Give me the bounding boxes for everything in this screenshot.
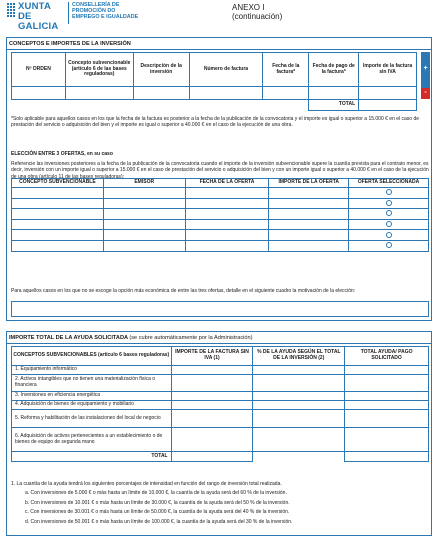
offers-table	[11, 178, 429, 252]
col-payment-date: Fecha de pago de la factura*	[309, 53, 359, 87]
aid-title-note: (se cubre automáticamente por la Administración)	[129, 335, 253, 341]
col-order: Nº ORDEN	[12, 53, 66, 87]
issuer-cell[interactable]	[103, 198, 185, 209]
percent-cell	[253, 428, 345, 452]
aid-header-row	[12, 347, 429, 366]
table-row	[12, 392, 429, 401]
issuer-cell[interactable]	[103, 230, 185, 241]
table-row	[12, 366, 429, 375]
selected-cell	[349, 188, 429, 199]
remove-row-button[interactable]	[421, 88, 430, 99]
offer-radio[interactable]	[386, 200, 392, 206]
selected-cell	[349, 230, 429, 241]
investment-title: CONCEPTOS E IMPORTES DE LA INVERSIÓN	[9, 41, 131, 47]
selected-cell	[349, 209, 429, 220]
total-cell	[345, 410, 429, 428]
concept-label: 1. Equipamiento informático	[12, 366, 172, 375]
table-row	[12, 240, 429, 251]
offer-amount-cell[interactable]	[269, 209, 349, 220]
table-row	[12, 401, 429, 410]
total-cell	[345, 428, 429, 452]
concept-label: 3. Inversiones en eficiencia energética	[12, 392, 172, 401]
issuer-cell[interactable]	[103, 240, 185, 251]
note-main: 1. La cuantía de la ayuda tendrá los siguientes porcentajes de intensidad en función del rango de inversión total realizada.	[11, 481, 282, 487]
offer-amount-cell[interactable]	[269, 188, 349, 199]
page-header	[6, 2, 436, 30]
plus-icon: +	[423, 65, 428, 72]
percent-cell	[253, 366, 345, 375]
offer-date-cell[interactable]	[185, 209, 269, 220]
offer-amount-cell[interactable]	[269, 219, 349, 230]
col-invoice-amount: IMPORTE DE LA FACTURA SIN IVA (1)	[171, 347, 253, 366]
offer-amount-cell[interactable]	[269, 230, 349, 241]
offer-date-cell[interactable]	[185, 240, 269, 251]
payment-date-cell[interactable]	[309, 87, 359, 100]
table-row	[12, 87, 417, 100]
amount-cell	[171, 401, 253, 410]
offer-date-cell[interactable]	[185, 198, 269, 209]
col-offer-date: FECHA DE LA OFERTA	[185, 179, 269, 188]
department-line-1: CONSELLERÍA DE	[72, 2, 120, 8]
xunta-logo	[6, 1, 64, 32]
logo-text	[18, 2, 64, 32]
col-concept: Concepto subvencionable (artículo 6 de las bases reguladoras)	[65, 53, 133, 87]
logo-line-1: XUNTA	[18, 1, 52, 12]
concept-cell[interactable]	[12, 209, 104, 220]
concept-cell[interactable]	[12, 198, 104, 209]
empty-cell	[189, 100, 263, 111]
percent-cell	[253, 410, 345, 428]
col-concept: CONCEPTO SUBVENCIONABLE	[12, 179, 104, 188]
offer-radio[interactable]	[386, 242, 392, 248]
table-row	[12, 428, 429, 452]
issuer-cell[interactable]	[103, 188, 185, 199]
section-divider	[7, 49, 431, 50]
department-line-2: PROMOCIÓN DO	[72, 8, 116, 15]
table-row	[12, 375, 429, 392]
col-amount: Importe de la factura sin IVA	[359, 53, 417, 87]
concept-label: 5. Reforma y habilitación de las instalaciones del local de negocio	[12, 410, 172, 428]
col-issuer: EMISOR	[103, 179, 185, 188]
investment-footnote: *Solo aplicable para aquellos casos en los que la fecha de la factura es posterior a la fecha de la publicación de la convocatoria y el importe es igual o superior a 15.000 € en el caso de prestación del servicio o adquisición del bien y el importe es igual o superior a 40.000 € en el caso de la ejecución de una obra.	[11, 116, 420, 129]
invoice-number-cell[interactable]	[189, 87, 263, 100]
amount-cell	[171, 392, 253, 401]
col-description: Descripción de la inversión	[133, 53, 189, 87]
minus-icon: -	[424, 89, 427, 96]
concept-cell[interactable]	[12, 230, 104, 241]
percent-cell	[253, 401, 345, 410]
issuer-cell[interactable]	[103, 209, 185, 220]
amount-cell	[171, 366, 253, 375]
note-b: b. Con inversiones de 10.001 € o más hasta un límite de 30.000 €, la cuantía de la ayuda será del 50 % de la inversión.	[25, 499, 290, 506]
col-selected-offer: OFERTA SELECCIONADA	[349, 179, 429, 188]
aid-title: IMPORTE TOTAL DE LA AYUDA SOLICITADA	[9, 335, 128, 341]
total-cell	[345, 392, 429, 401]
table-row	[12, 230, 429, 241]
selected-cell	[349, 219, 429, 230]
selected-cell	[349, 240, 429, 251]
col-total-aid: TOTAL AYUDA/ PAGO SOLICITADO	[345, 347, 429, 366]
col-aid-percent: % DE LA AYUDA SEGÚN EL TOTAL DE LA INVERSIÓN (2)	[253, 347, 345, 366]
aid-notes	[11, 480, 429, 527]
percent-cell	[253, 375, 345, 392]
offers-header-row	[12, 179, 429, 188]
invoice-date-cell[interactable]	[263, 87, 309, 100]
empty-cell	[133, 100, 189, 111]
note-d: d. Con inversiones de 50.001 € o más hasta un límite de 100.000 €, la cuantía de la ayuda será del 30 % de la inversión.	[25, 518, 293, 525]
section-divider	[7, 343, 431, 344]
amount-cell	[171, 375, 253, 392]
concept-cell[interactable]	[12, 188, 104, 199]
offers-title: ELECCIÓN ENTRE 3 OFERTAS, en su caso	[11, 151, 113, 157]
note-c: c. Con inversiones de 30.001 € o más hasta un límite de 50.000 €, la cuantía de la ayuda será del 40 % de la inversión.	[25, 509, 290, 516]
issuer-cell[interactable]	[103, 219, 185, 230]
table-row	[12, 188, 429, 199]
description-cell[interactable]	[133, 87, 189, 100]
table-row	[12, 410, 429, 428]
table-row	[12, 198, 429, 209]
total-amount-cell	[171, 452, 253, 462]
col-concepts: CONCEPTOS SUBVENCIONABLES (artículo 6 bases reguladoras)	[12, 347, 172, 366]
selected-cell	[349, 198, 429, 209]
motivation-field[interactable]	[11, 301, 429, 317]
empty-cell	[263, 100, 309, 111]
galicia-emblem-icon	[6, 2, 16, 22]
total-label: TOTAL	[12, 452, 172, 462]
note-a: a. Con inversiones de 5.000 € o más hasta un límite de 10.000 €, la cuantía de la ayuda será del 60 % de la inversión.	[25, 490, 287, 497]
offer-date-cell[interactable]	[185, 219, 269, 230]
logo-line-2: DE GALICIA	[18, 11, 59, 32]
offer-radio[interactable]	[386, 232, 392, 238]
total-label: TOTAL	[309, 100, 359, 111]
aid-section	[6, 331, 432, 536]
amount-cell	[171, 428, 253, 452]
table-row	[12, 209, 429, 220]
col-offer-amount: IMPORTE DE LA OFERTA	[269, 179, 349, 188]
aid-table	[11, 346, 429, 462]
concept-cell[interactable]	[12, 240, 104, 251]
empty-cell	[12, 100, 66, 111]
order-cell[interactable]	[12, 87, 66, 100]
total-aid-cell	[345, 452, 429, 462]
concept-label: 2. Activos intangibles que no tienen una materialización física o financiera	[12, 375, 172, 392]
department-name	[72, 2, 138, 21]
motivation-text: Para aquellos casos en los que no se escoge la opción más económica de entre las tres ofertas, detalle en el siguiente cuadro la motivación de la elección:	[11, 288, 356, 294]
investment-table	[11, 52, 417, 111]
offer-date-cell[interactable]	[185, 230, 269, 241]
total-cell	[345, 375, 429, 392]
total-amount-cell	[359, 100, 417, 111]
col-invoice-date: Fecha de la factura*	[263, 53, 309, 87]
amount-cell[interactable]	[359, 87, 417, 100]
col-invoice-number: Número de factura	[189, 53, 263, 87]
add-row-button[interactable]	[421, 52, 430, 88]
annex-title	[232, 3, 282, 21]
table-row	[12, 219, 429, 230]
concept-cell[interactable]	[12, 219, 104, 230]
offer-amount-cell[interactable]	[269, 240, 349, 251]
amount-cell	[171, 410, 253, 428]
investment-section	[6, 37, 432, 321]
offers-intro: Referencie las inversiones posteriores a la fecha de la publicación de la convocatoria cuando el importe de la inversión subvencionable supere la cuantía prevista para el contrato menor, es decir, inversión con un importe igual o superior a 15.000 € en el caso de prestación del servicio o adquisición del bien y con un importe igual o superior a 40.000 € en el caso de la ejecución de una obra (artículo 11 de las bases reguladoras):	[11, 161, 429, 180]
offer-amount-cell[interactable]	[269, 198, 349, 209]
annex-subtitle: (continuación)	[232, 12, 283, 21]
total-row	[12, 100, 417, 111]
percent-cell	[253, 392, 345, 401]
concept-label: 4. Adquisición de bienes de equipamiento y mobiliario	[12, 401, 172, 410]
total-row	[12, 452, 429, 462]
annex-label: ANEXO I	[232, 3, 265, 12]
header-divider	[68, 2, 69, 24]
department-line-3: EMPREGO E IGUALDADE	[72, 14, 139, 21]
empty-cell	[253, 452, 345, 462]
concept-cell[interactable]	[65, 87, 133, 100]
concept-label: 6. Adquisición de activos pertenecientes a un establecimiento o de bienes de equipo de segunda mano	[12, 428, 172, 452]
offer-radio[interactable]	[386, 221, 392, 227]
total-cell	[345, 401, 429, 410]
offer-date-cell[interactable]	[185, 188, 269, 199]
investment-header-row	[12, 53, 417, 87]
aid-title-line	[9, 335, 253, 341]
empty-cell	[65, 100, 133, 111]
total-cell	[345, 366, 429, 375]
offer-radio[interactable]	[386, 210, 392, 216]
offer-radio[interactable]	[386, 189, 392, 195]
